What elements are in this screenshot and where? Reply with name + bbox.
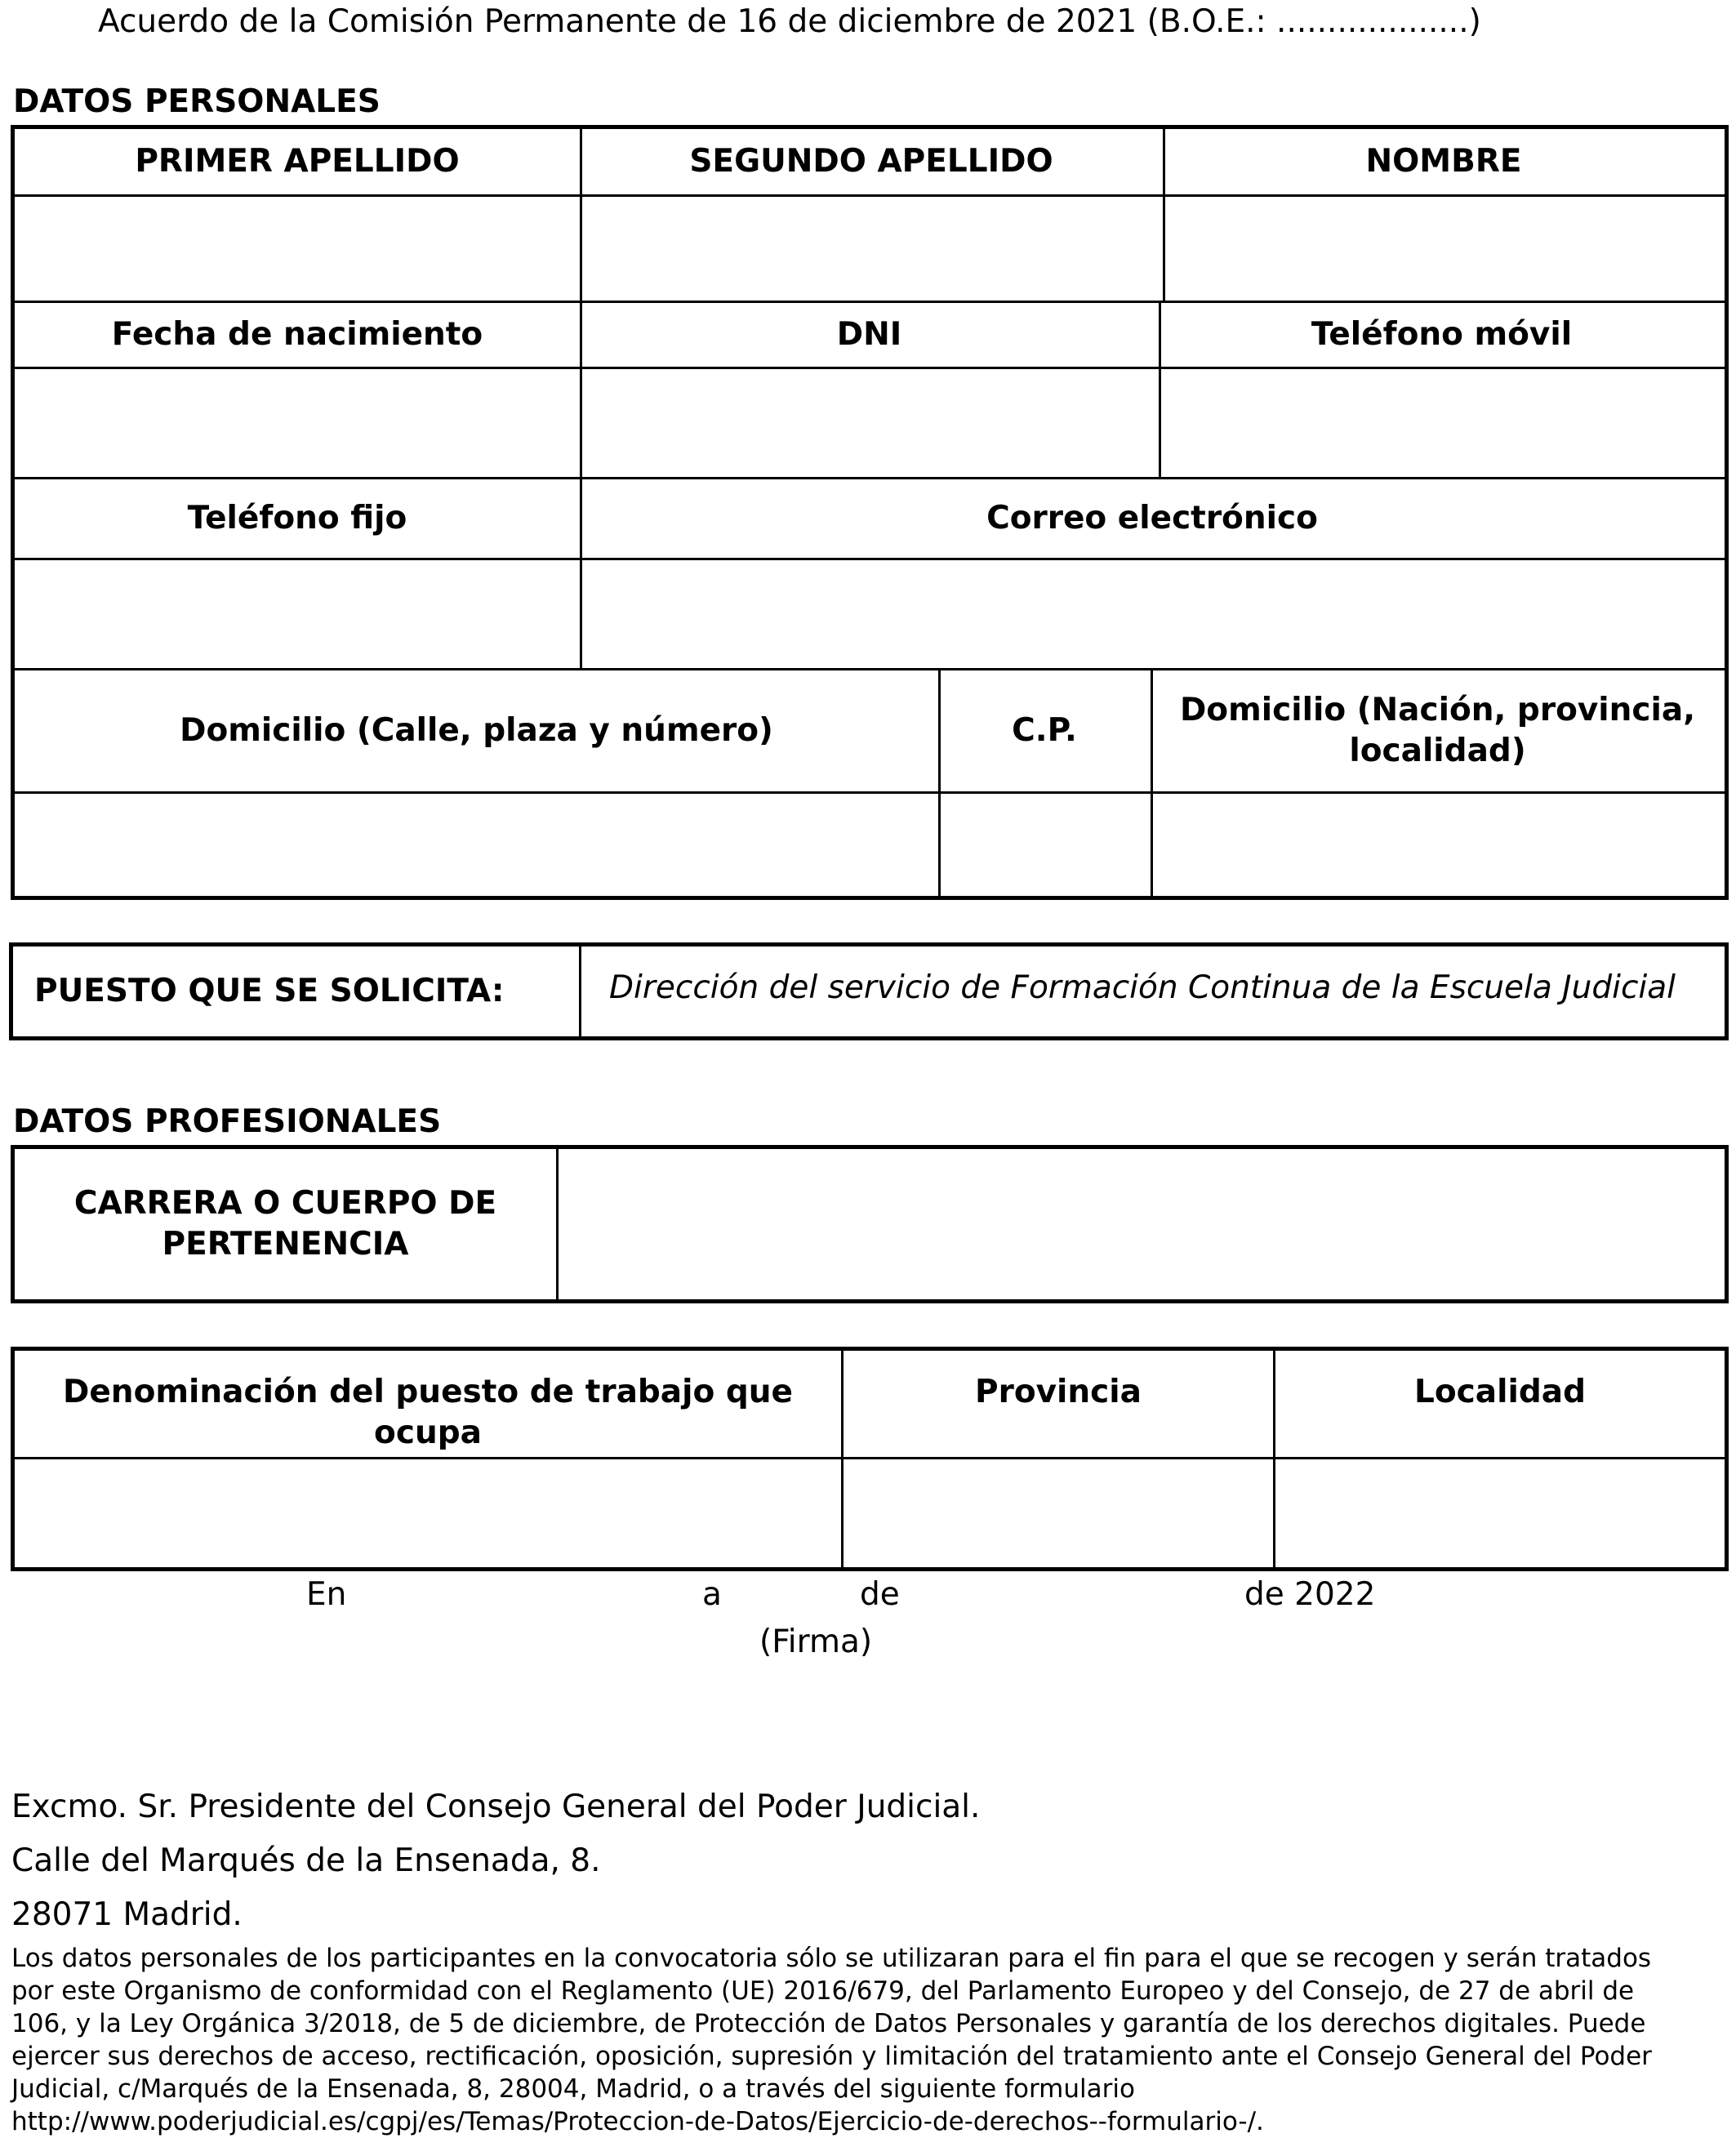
carrera-line1: CARRERA O CUERPO DE [73, 1185, 497, 1222]
telefono-fijo-label: Teléfono fijo [187, 500, 407, 537]
nombre-field[interactable] [1163, 197, 1725, 301]
privacy-line-4: ejercer sus derechos de acceso, rectificación, oposición, supresión y limitación del tratamiento ante el Consejo General del Poder [11, 2042, 1652, 2071]
section-title-personal: DATOS PERSONALES [13, 83, 381, 120]
localidad-field[interactable] [1275, 1459, 1725, 1567]
firma-label: (Firma) [759, 1624, 873, 1660]
denominacion-label [15, 1351, 841, 1457]
privacy-line-1: Los datos personales de los participantes en la convocatoria sólo se utilizaran para el fin para el que se recogen y serán tratados [11, 1944, 1652, 1973]
addressee-line2: Calle del Marqués de la Ensenada, 8. [11, 1842, 601, 1879]
carrera-field[interactable] [559, 1149, 1725, 1299]
puesto-label: PUESTO QUE SE SOLICITA: [34, 973, 505, 1009]
primer-apellido-label: PRIMER APELLIDO [135, 143, 460, 180]
carrera-label [15, 1149, 556, 1299]
domicilio-nacion-line2: localidad) [1349, 733, 1526, 769]
segundo-apellido-label: SEGUNDO APELLIDO [689, 143, 1053, 180]
provincia-field[interactable] [844, 1459, 1273, 1567]
telefono-movil-label: Teléfono móvil [1311, 316, 1573, 353]
telefono-fijo-field[interactable] [15, 560, 580, 668]
domicilio-nacion-field[interactable] [1151, 794, 1725, 896]
denominacion-field[interactable] [15, 1459, 841, 1567]
signature-de: de [860, 1576, 900, 1613]
cp-field[interactable] [938, 794, 1151, 896]
domicilio-nacion-line1: Domicilio (Nación, provincia, [1179, 692, 1696, 728]
puesto-value: Dirección del servicio de Formación Continua de la Escuela Judicial [609, 969, 1676, 1006]
privacy-notice [11, 1942, 1726, 2138]
signature-en: En [306, 1576, 347, 1613]
addressee-line3: 28071 Madrid. [11, 1896, 243, 1933]
dni-label: DNI [836, 316, 902, 353]
domicilio-calle-field[interactable] [15, 794, 938, 896]
provincia-label: Provincia [975, 1374, 1142, 1410]
localidad-label: Localidad [1414, 1374, 1586, 1410]
nombre-label: NOMBRE [1365, 143, 1522, 180]
correo-label: Correo electrónico [986, 500, 1318, 537]
privacy-line-2: por este Organismo de conformidad con el Reglamento (UE) 2016/679, del Parlamento Europeo y del Consejo, de 27 de abril de [11, 1976, 1635, 2006]
privacy-form-link[interactable]: http://www.poderjudicial.es/cgpj/es/Temas/Proteccion-de-Datos/Ejercicio-de-derechos--formulario-/. [11, 2107, 1264, 2136]
signature-a: a [702, 1576, 722, 1613]
signature-year: de 2022 [1244, 1576, 1376, 1613]
privacy-line-5: Judicial, c/Marqués de la Ensenada, 8, 28004, Madrid, o a través del siguiente formulario [11, 2074, 1135, 2104]
personal-data-table [11, 125, 1729, 900]
puesto-table [9, 942, 1729, 1040]
segundo-apellido-field[interactable] [580, 197, 1163, 301]
carrera-table [11, 1145, 1729, 1303]
fecha-nacimiento-field[interactable] [15, 369, 580, 477]
fecha-nacimiento-label: Fecha de nacimiento [111, 316, 483, 353]
puesto-actual-table [11, 1347, 1729, 1571]
cp-label: C.P. [1012, 712, 1077, 749]
domicilio-nacion-label [1151, 670, 1725, 791]
primer-apellido-field[interactable] [15, 197, 580, 301]
section-title-profesional: DATOS PROFESIONALES [13, 1103, 442, 1140]
telefono-movil-field[interactable] [1159, 369, 1725, 477]
domicilio-calle-label: Domicilio (Calle, plaza y número) [180, 712, 773, 749]
dni-field[interactable] [580, 369, 1159, 477]
addressee-line1: Excmo. Sr. Presidente del Consejo General del Poder Judicial. [11, 1788, 981, 1825]
privacy-line-3: 106, y la Ley Orgánica 3/2018, de 5 de diciembre, de Protección de Datos Personales y garantía de los derechos digitales. Puede [11, 2009, 1646, 2038]
denominacion-line2: ocupa [374, 1414, 482, 1451]
agreement-header: Acuerdo de la Comisión Permanente de 16 de diciembre de 2021 (B.O.E.: ...................) [98, 3, 1481, 40]
carrera-line2: PERTENENCIA [162, 1226, 409, 1263]
denominacion-line1: Denominación del puesto de trabajo que [62, 1374, 793, 1410]
correo-field[interactable] [580, 560, 1725, 668]
